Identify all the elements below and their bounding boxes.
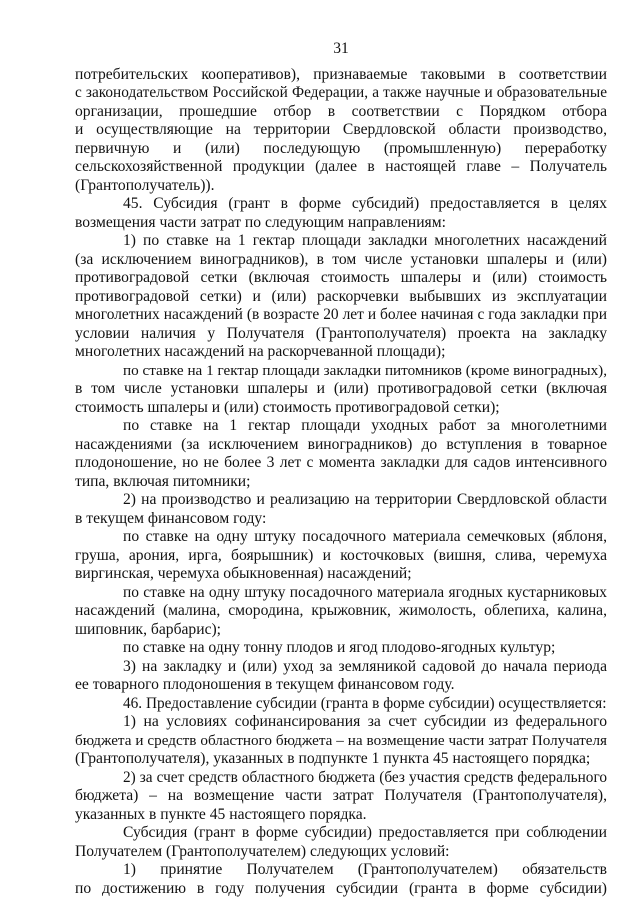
text-line: 1) принятие Получателем (Грантополучателем) обязательств (123, 861, 607, 878)
text-line: по ставке на одну тонну плодов и ягод плодово-ягодных культур; (123, 639, 556, 656)
paragraph-clause-45-3 (75, 658, 607, 695)
paragraph-clause-45 (75, 195, 607, 232)
text-line: по ставке на одну штуку посадочного материала ягодных кустарниковых (123, 583, 607, 601)
text-line: груша, арония, ирга, боярышник) и косточковых (вишня, слива, черемуха (75, 546, 607, 564)
paragraph-condition-1 (75, 861, 607, 898)
text-line: 2) на производство и реализацию на территории Свердловской области (123, 491, 607, 508)
paragraph-clause-45-2-a (75, 528, 607, 584)
paragraph-intro-continuation (75, 66, 607, 196)
page-number: 31 (333, 40, 349, 57)
text-line: в том числе установки шпалеры и (или) противоградовой сетки (включая (75, 380, 607, 397)
text-line: бюджета и средств областного бюджета – на возмещение части затрат Получателя (75, 731, 607, 749)
text-line: в текущем финансовом году: (75, 509, 267, 527)
text-line: стоимость шпалеры и (или) стоимость противоградовой сетки); (75, 398, 500, 416)
text-line: Получателем (Грантополучателем) следующих условий: (75, 842, 450, 860)
text-line: по ставке на 1 гектар площади закладки питомников (кроме виноградных), (123, 361, 607, 379)
paragraph-clause-46-1 (75, 713, 607, 769)
text-line: с законодательством Российской Федерации, а также научные и образовательные (75, 84, 607, 101)
text-line: 46. Предоставление субсидии (гранта в форме субсидии) осуществляется: (123, 694, 607, 712)
paragraph-clause-45-1-c (75, 417, 607, 491)
text-line: 1) по ставке на 1 гектар площади закладки многолетних насаждений (123, 232, 607, 249)
text-line: по ставке на 1 гектар площади уходных работ за многолетними (123, 417, 607, 434)
text-line: (Грантополучатель)). (75, 176, 215, 194)
text-line: (Грантополучателя), указанных в подпункте 1 пункта 45 настоящего порядка; (75, 750, 591, 767)
text-line: плодоношение, но не более 3 лет с момента закладки для садов интенсивного (75, 454, 607, 471)
paragraph-conditions-intro (75, 824, 607, 861)
paragraph-clause-45-2-c (75, 639, 607, 658)
text-line: противоградовой сетки (включая стоимость шпалеры и (или) стоимость (75, 269, 607, 286)
text-line: насаждениями (за исключением виноградников) до вступления в товарное (75, 435, 607, 453)
text-line: противоградовой сетки) и (или) раскорчевки выбывших из эксплуатации (75, 287, 607, 305)
paragraph-clause-45-2-b (75, 584, 607, 640)
text-line: бюджета) – на возмещение части затрат Получателя (Грантополучателя), (75, 787, 607, 804)
paragraph-clause-45-2 (75, 491, 607, 528)
text-line: ее товарного плодоношения в текущем финансовом году. (75, 676, 455, 693)
text-line: возмещения части затрат по следующим направлениям: (75, 213, 446, 231)
text-line: 2) за счет средств областного бюджета (без участия средств федерального (123, 768, 607, 786)
text-line: 45. Субсидия (грант в форме субсидий) предоставляется в целях (123, 195, 607, 212)
text-line: потребительских кооперативов), признаваемые таковыми в соответствии (75, 65, 607, 83)
text-line: указанных в пункте 45 настоящего порядка. (75, 805, 367, 823)
text-line: шиповник, барбарис); (75, 620, 222, 638)
document-body (75, 66, 607, 899)
text-line: (за исключением виноградников), в том числе установки шпалеры и (или) (75, 250, 607, 268)
text-line: организации, прошедшие отбор в соответствии с Порядком отбора (75, 102, 607, 120)
text-line: первичную и (или) последующую (промышленную) переработку (75, 139, 607, 157)
text-line: типа, включая питомники; (75, 472, 251, 490)
text-line: и осуществляющие на территории Свердловской области производство, (75, 121, 607, 138)
text-line: условии наличия у Получателя (Грантополучателя) проекта на закладку (75, 324, 607, 342)
text-line: виргинская, черемуха обыкновенная) насаждений; (75, 565, 412, 582)
paragraph-clause-45-1-b (75, 362, 607, 418)
text-line: сельскохозяйственной продукции (далее в настоящей главе – Получатель (75, 158, 607, 175)
text-line: 1) на условиях софинансирования за счет субсидии из федерального (123, 713, 607, 730)
paragraph-clause-45-1 (75, 232, 607, 362)
text-line: многолетних насаждений на раскорчеванной площади); (75, 343, 446, 360)
text-line: 3) на закладку и (или) уход за земляникой садовой до начала периода (123, 657, 607, 675)
text-line: многолетних насаждений (в возрасте 20 лет и более начиная с года закладки при (75, 306, 607, 323)
text-line: насаждений (малина, смородина, крыжовник, жимолость, облепиха, калина, (75, 602, 607, 619)
text-line: Субсидия (грант в форме субсидии) предоставляется при соблюдении (123, 824, 607, 841)
paragraph-clause-46 (75, 695, 607, 714)
text-line: по ставке на одну штуку посадочного материала семечковых (яблоня, (123, 528, 607, 545)
document-page (75, 40, 607, 898)
paragraph-clause-46-2 (75, 769, 607, 825)
text-line: по достижению в году получения субсидии (гранта в форме субсидии) (75, 879, 607, 897)
